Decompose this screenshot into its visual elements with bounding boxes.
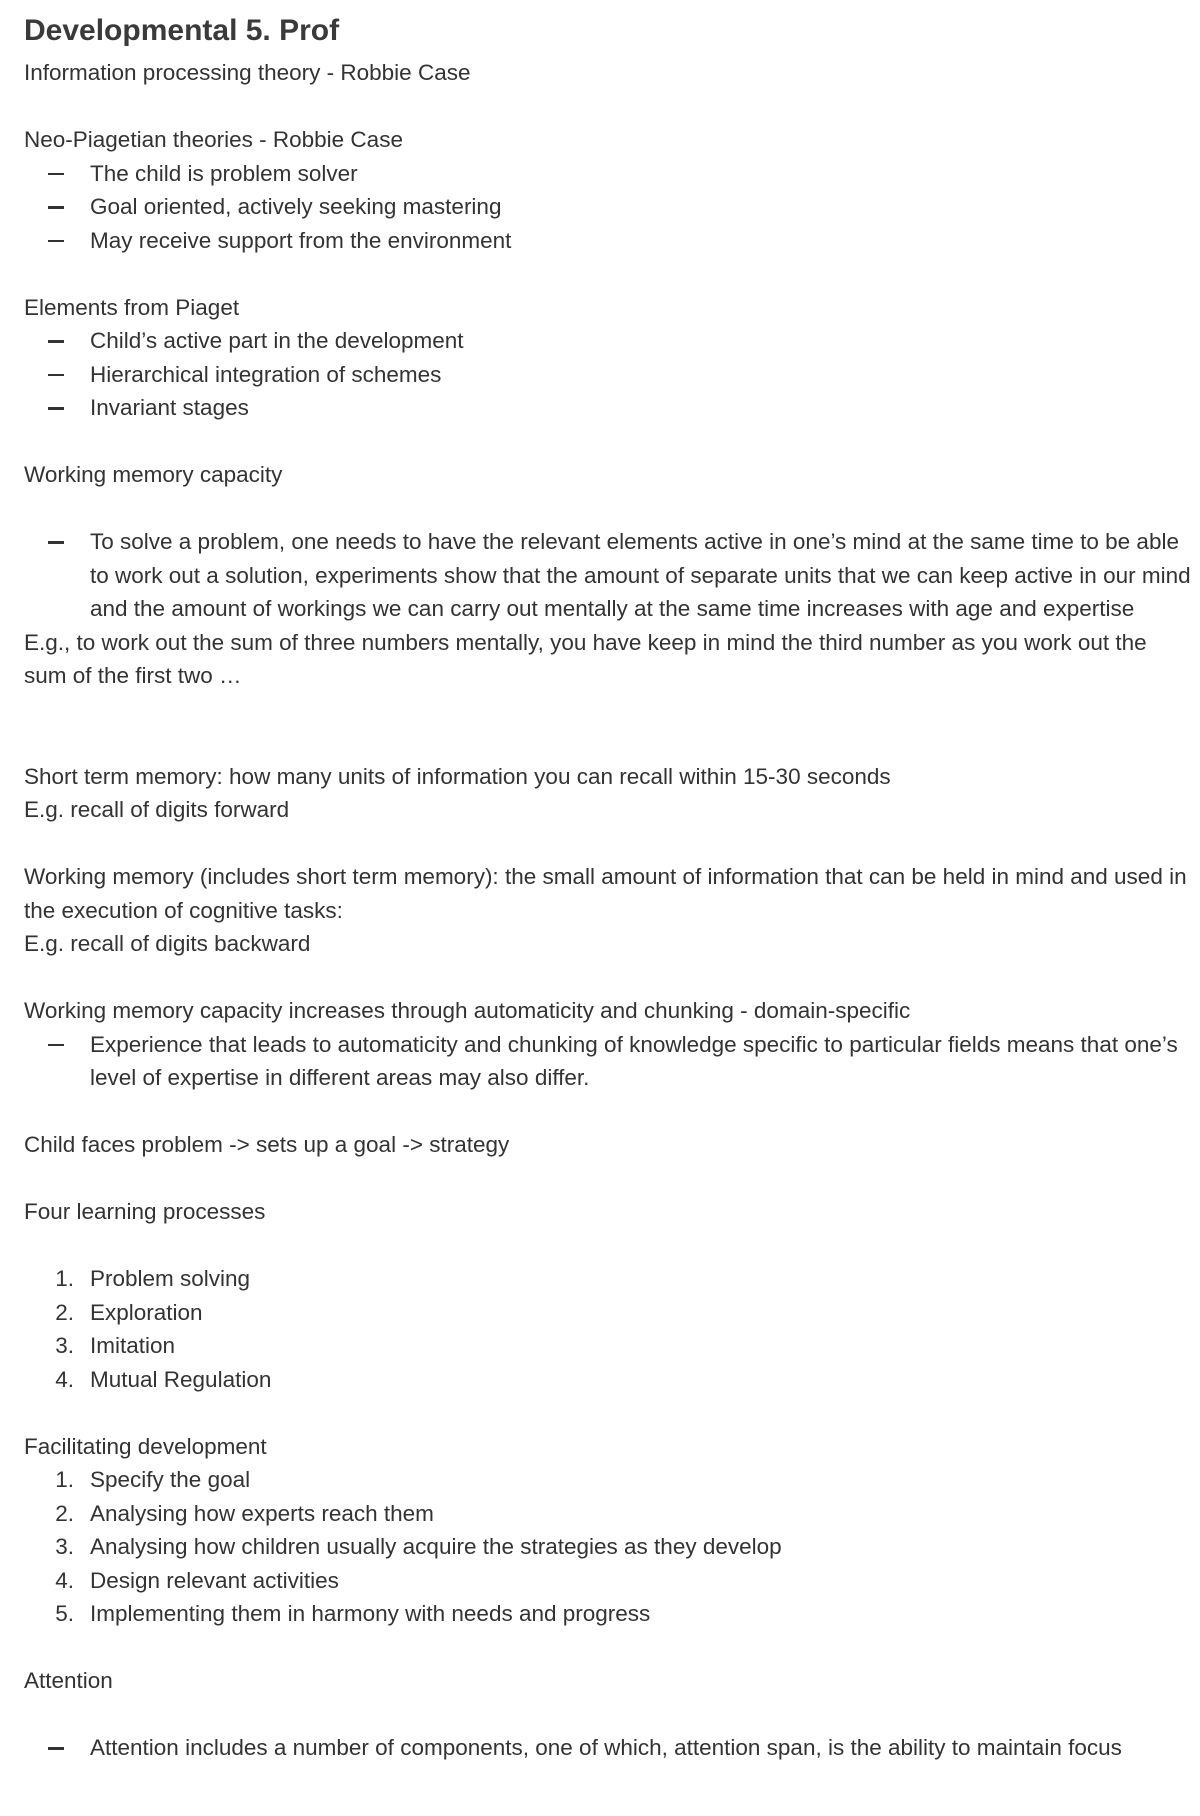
list-item bbox=[24, 391, 1200, 425]
spacer bbox=[24, 1396, 1200, 1430]
spacer bbox=[24, 1095, 1200, 1129]
list-item-text: Problem solving bbox=[90, 1266, 251, 1291]
list-item-text: Exploration bbox=[90, 1299, 203, 1325]
note-subtitle: Information processing theory - Robbie Case bbox=[24, 60, 471, 85]
working-memory-example: E.g. recall of digits backward bbox=[24, 931, 311, 956]
spacer bbox=[24, 492, 1200, 526]
list-item-text: Attention includes a number of components, one of which, attention span, is the ability to maintain focus bbox=[90, 1735, 1122, 1760]
list-item-text: To solve a problem, one needs to have the relevant elements active in one’s mind at the same time to be able to work out a solution, experiments show that the amount of separate units that we can keep active in our mind and the amount of workings we can carry out mentally at the same time increases with age and expertise bbox=[90, 529, 1191, 621]
working-memory-capacity-heading: Working memory capacity bbox=[24, 462, 283, 487]
list-item-text: Implementing them in harmony with needs and progress bbox=[90, 1601, 651, 1626]
list-item-text: Experience that leads to automaticity and chunking of knowledge specific to particular fields means that one’s level of expertise in different areas may also differ. bbox=[90, 1031, 1178, 1090]
spacer bbox=[24, 693, 1200, 760]
list-number: 4. bbox=[55, 1366, 74, 1392]
list-item bbox=[24, 190, 1200, 224]
list-item-text: Invariant stages bbox=[90, 395, 249, 420]
neo-piagetian-heading: Neo-Piagetian theories - Robbie Case bbox=[24, 127, 403, 152]
spacer bbox=[24, 1162, 1200, 1196]
short-term-memory-line: Short term memory: how many units of information you can recall within 15-30 seconds bbox=[24, 763, 891, 789]
list-item-text: Analysing how children usually acquire the strategies as they develop bbox=[90, 1534, 782, 1559]
spacer bbox=[24, 1698, 1200, 1732]
list-number: 1. bbox=[55, 1467, 74, 1492]
spacer bbox=[24, 827, 1200, 861]
working-memory-line: Working memory (includes short term memory): the small amount of information that can be held in mind and used in the execution of cognitive tasks: bbox=[24, 864, 1187, 923]
piaget-heading: Elements from Piaget bbox=[24, 294, 240, 320]
list-item bbox=[24, 1530, 1200, 1564]
list-item-text: May receive support from the environment bbox=[90, 227, 512, 253]
list-number: 4. bbox=[55, 1567, 74, 1593]
list-item bbox=[24, 157, 1200, 191]
list-item bbox=[24, 1329, 1200, 1363]
list-number: 5. bbox=[55, 1601, 74, 1626]
learning-processes-heading: Four learning processes bbox=[24, 1199, 266, 1224]
spacer bbox=[24, 1229, 1200, 1263]
list-item bbox=[24, 1363, 1200, 1397]
list-number: 2. bbox=[55, 1299, 74, 1325]
list-item bbox=[24, 1296, 1200, 1330]
list-number: 2. bbox=[55, 1500, 74, 1526]
list-item-text: Design relevant activities bbox=[90, 1567, 339, 1593]
list-item bbox=[24, 324, 1200, 358]
short-term-memory-example: E.g. recall of digits forward bbox=[24, 797, 290, 822]
list-item-text: Imitation bbox=[90, 1333, 176, 1358]
list-item-text: Analysing how experts reach them bbox=[90, 1500, 434, 1526]
spacer bbox=[24, 961, 1200, 995]
list-item bbox=[24, 1028, 1200, 1095]
list-item bbox=[24, 1463, 1200, 1497]
list-number: 1. bbox=[55, 1266, 74, 1291]
list-item-text: Child’s active part in the development bbox=[90, 328, 464, 353]
note-title: Developmental 5. Prof bbox=[24, 14, 340, 47]
spacer bbox=[24, 425, 1200, 459]
example-paragraph: E.g., to work out the sum of three numbers mentally, you have keep in mind the third number as you work out the sum of the first two … bbox=[24, 629, 1147, 688]
list-item-text: Specify the goal bbox=[90, 1467, 251, 1492]
list-item bbox=[24, 1497, 1200, 1531]
list-item-text: Hierarchical integration of schemes bbox=[90, 361, 442, 387]
list-number: 3. bbox=[55, 1534, 74, 1559]
facilitating-heading: Facilitating development bbox=[24, 1433, 267, 1459]
list-item bbox=[24, 1262, 1200, 1296]
list-item-text: Goal oriented, actively seeking mastering bbox=[90, 194, 502, 219]
child-problem-line: Child faces problem -> sets up a goal -> strategy bbox=[24, 1132, 510, 1157]
list-item-text: The child is problem solver bbox=[90, 160, 358, 186]
list-item bbox=[24, 1564, 1200, 1598]
list-item-text: Mutual Regulation bbox=[90, 1366, 272, 1392]
attention-heading: Attention bbox=[24, 1668, 113, 1693]
capacity-increase-heading: Working memory capacity increases through automaticity and chunking - domain-specific bbox=[24, 998, 911, 1023]
list-number: 3. bbox=[55, 1333, 74, 1358]
list-item bbox=[24, 525, 1200, 626]
list-item bbox=[24, 358, 1200, 392]
spacer bbox=[24, 90, 1200, 124]
spacer bbox=[24, 1631, 1200, 1665]
list-item bbox=[24, 224, 1200, 258]
list-item bbox=[24, 1731, 1200, 1765]
spacer bbox=[24, 257, 1200, 291]
list-item bbox=[24, 1597, 1200, 1631]
